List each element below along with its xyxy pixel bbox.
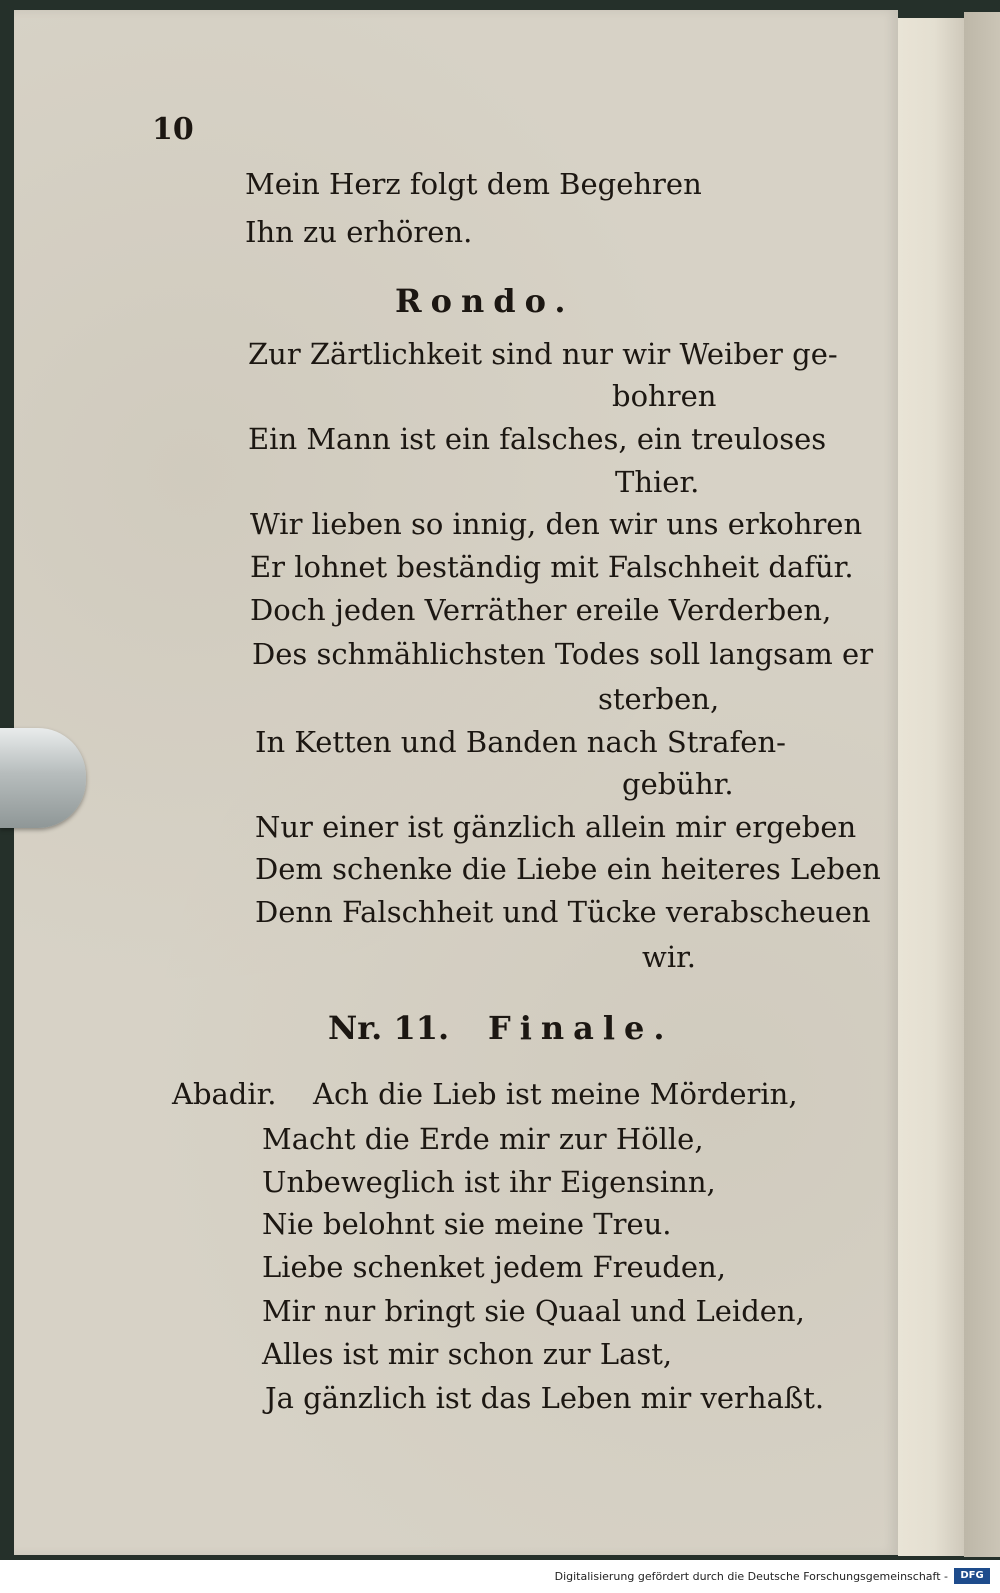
finale-line: Liebe schenket jedem Freuden, [262, 1250, 726, 1284]
rondo-line: Thier. [615, 465, 700, 499]
rondo-line: bohren [612, 379, 717, 413]
page-number: 10 [152, 112, 194, 147]
rondo-line: Nur einer ist gänzlich allein mir ergeben [255, 810, 857, 844]
rondo-line: Er lohnet beständig mit Falschheit dafür. [250, 550, 854, 584]
rondo-line: Denn Falschheit und Tücke verabscheuen [255, 895, 871, 929]
rondo-line: Zur Zärtlichkeit sind nur wir Weiber ge- [248, 337, 838, 371]
finale-line: Macht die Erde mir zur Hölle, [262, 1122, 704, 1156]
finale-line: Mir nur bringt sie Quaal und Leiden, [262, 1294, 805, 1328]
aria-line: Mein Herz folgt dem Begehren [245, 167, 702, 201]
speaker-name: Abadir. [172, 1077, 277, 1111]
rondo-line: In Ketten und Banden nach Strafen- [255, 725, 786, 759]
finale-number: Nr. 11. [328, 1009, 450, 1047]
finale-line: Ach die Lieb ist meine Mörderin, [313, 1077, 798, 1111]
finale-line: Ja gänzlich ist das Leben mir verhaßt. [265, 1381, 825, 1415]
page-edge-strip [898, 18, 964, 1556]
footer-credit: Digitalisierung gefördert durch die Deutsche Forschungsgemeinschaft - [554, 1570, 948, 1583]
rondo-title: Rondo. [395, 282, 575, 320]
rondo-line: Des schmählichsten Todes soll langsam er [252, 637, 874, 671]
rondo-line: Dem schenke die Liebe ein heiteres Leben [255, 852, 881, 886]
footer-bar [0, 1560, 1000, 1593]
rondo-line: Wir lieben so innig, den wir uns erkohren [250, 507, 863, 541]
finale-line: Alles ist mir schon zur Last, [262, 1337, 673, 1371]
next-page-edge [964, 12, 1000, 1557]
rondo-line: gebühr. [622, 767, 734, 801]
finale-line: Nie belohnt sie meine Treu. [262, 1207, 672, 1241]
finale-line: Unbeweglich ist ihr Eigensinn, [262, 1165, 716, 1199]
rondo-line: Ein Mann ist ein falsches, ein treuloses [248, 422, 827, 456]
dfg-logo-icon: DFG [954, 1568, 990, 1584]
aria-line: Ihn zu erhören. [245, 215, 473, 249]
rondo-line: wir. [642, 940, 696, 974]
rondo-line: Doch jeden Verräther ereile Verderben, [250, 593, 832, 627]
finale-title: Finale. [488, 1009, 674, 1047]
rondo-line: sterben, [598, 682, 720, 716]
